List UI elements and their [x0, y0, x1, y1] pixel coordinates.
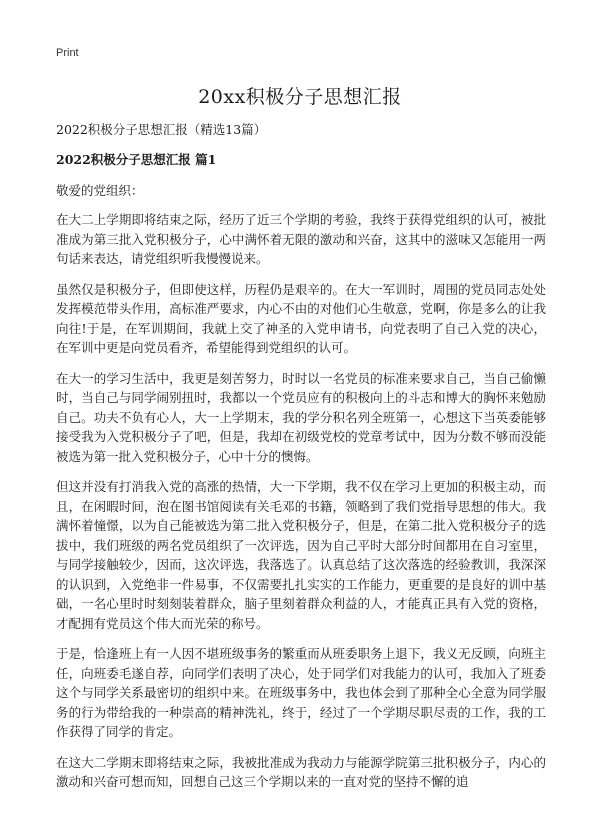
body-paragraph: 于是，恰逢班上有一人因不堪班级事务的繁重而从班委职务上退下，我义无反顾，向班主任，向班委毛遂自荐，向同学们表明了决心，处于同学们对我能力的认可，我加入了班委这个与同学关系最密切的组织中来。在班级事务中，我也体会到了那种全心全意为同学服务的行为带给我的一种崇高的精神洗礼，终于，经过了一个学期尽职尽责的工作，我的工作获得了同学的肯定。 — [56, 646, 546, 739]
document-subtitle: 2022积极分子思想汇报（精选13篇） — [56, 122, 267, 137]
print-label: Print — [56, 47, 79, 59]
body-paragraph: 在大二上学期即将结束之际，经历了近三个学期的考验，我终于获得党组织的认可，被批准成为第三批入党积极分子，心中满怀着无限的激动和兴奋，这其中的滋味又怎能用一两句话来表达，请党组织听我慢慢说来。 — [56, 212, 546, 266]
document-title: 20xx积极分子思想汇报 — [198, 86, 402, 108]
body-paragraph: 但这并没有打消我入党的高涨的热情，大一下学期，我不仅在学习上更加的积极主动，而且，在闲暇时间，泡在图书馆阅读有关毛邓的书籍，领略到了我们党指导思想的伟大。我满怀着憧憬，以为自己能被选为第二批入党积极分子，但是，在第二批入党积极分子的选拔中，我们班级的两名党员组织了一次评选，因为自己平时大部分时间都用在自习室里，与同学接触较少，因而，这次评选，我落选了。认真总结了这次落选的经验教训，我深深的认识到，入党绝非一件易事，不仅需要扎扎实实的工作能力，更重要的是良好的训中基础，一名心里时时刻刻装着群众，脑子里刻着群众利益的人，才能真正具有入党的资格，才配拥有党员这个伟大而光荣的称号。 — [56, 479, 546, 631]
body-paragraph: 在这大二学期末即将结束之际，我被批准成为我动力与能源学院第三批积极分子，内心的激动和兴奋可想而知，回想自己这三个学期以来的一直对党的坚持不懈的追 — [56, 754, 546, 789]
body-paragraph: 虽然仅是积极分子，但即使这样，历程仍是艰辛的。在大一军训时，周围的党员同志处处发挥模范带头作用，高标准严要求，内心不由的对他们心生敬意，党啊，你是多么的让我向往!于是，在军训期间，我就上交了神圣的入党申请书，向党表明了自己入党的决心，在军训中更是向党员看齐，希望能得到党组织的认可。 — [56, 281, 546, 355]
section-heading: 2022积极分子思想汇报 篇1 — [56, 152, 217, 167]
body-paragraph: 在大一的学习生活中，我更是刻苦努力，时时以一名党员的标准来要求自己，当自己偷懒时，当自己与同学闹别扭时，我都以一个党员应有的积极向上的斗志和博大的胸怀来勉励自己。功夫不负有心人，大一上学期末，我的学分积名列全班第一，心想这下当英委能够接受我为入党积极分子了吧，但是，我却在初级党校的党章考试中，因为分数不够而没能被选为第一批入党积极分子，心中十分的懊悔。 — [56, 370, 546, 464]
salutation: 敬爱的党组织： — [56, 183, 144, 198]
document-body — [56, 210, 546, 803]
